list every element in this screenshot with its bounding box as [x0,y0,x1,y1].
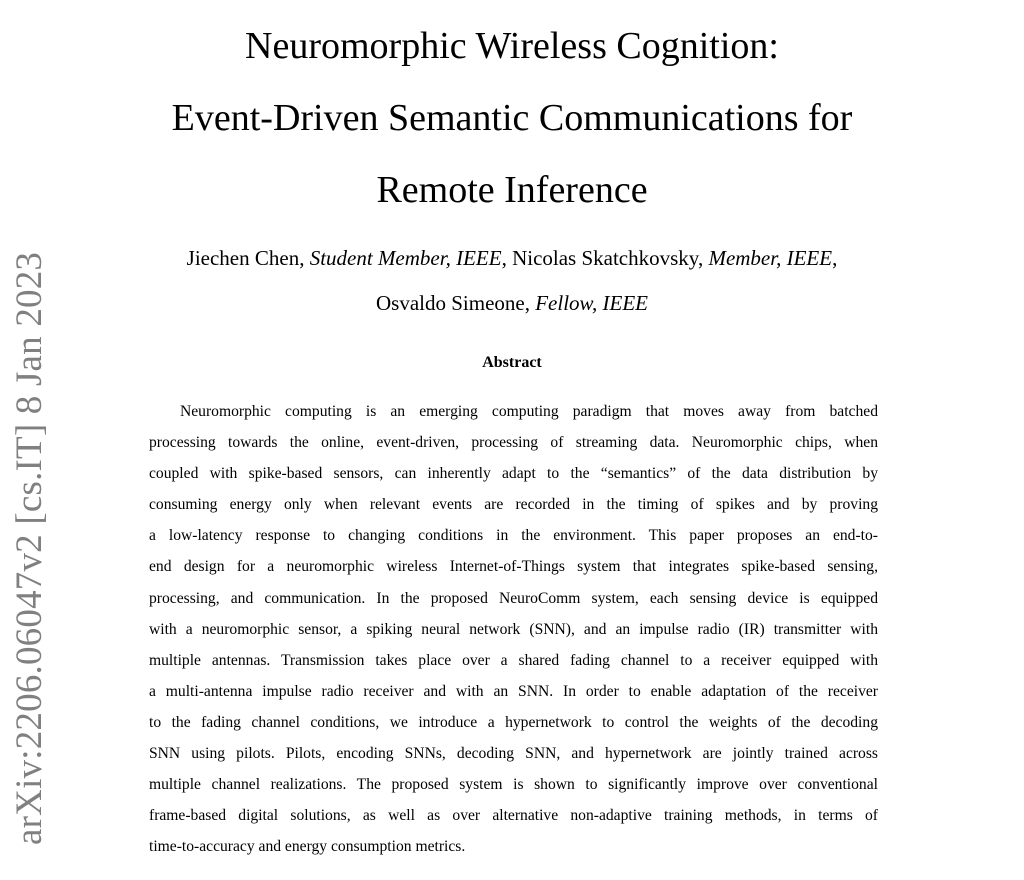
abstract-line: consuming energy only when relevant events are recorded in the timing of spikes and by proving [149,496,878,514]
author-3-role: Fellow, IEEE [535,291,648,315]
abstract-line: SNN using pilots. Pilots, encoding SNNs, decoding SNN, and hypernetwork are jointly trained across [149,745,878,763]
abstract-line: processing, and communication. In the proposed NeuroComm system, each sensing device is equipped [149,589,878,607]
abstract-body [149,396,878,862]
abstract-line: with a neuromorphic sensor, a spiking neural network (SNN), and an impulse radio (IR) transmitter with [149,620,878,638]
abstract-line: multiple antennas. Transmission takes place over a shared fading channel to a receiver equipped with [149,651,878,669]
abstract-line: end design for a neuromorphic wireless Internet-of-Things system that integrates spike-based sensing, [149,558,878,576]
paper-title [100,10,924,226]
abstract-line: Neuromorphic computing is an emerging computing paradigm that moves away from batched [180,403,878,420]
abstract-line: multiple channel realizations. The proposed system is shown to significantly improve over conventional [149,776,878,794]
abstract-line: frame-based digital solutions, as well as over alternative non-adaptive training methods, in terms of [149,807,878,825]
author-1-name: Jiechen Chen, [186,246,310,270]
title-line-1: Neuromorphic Wireless Cognition: [245,25,779,67]
author-2-role: Member, IEEE [708,246,833,270]
abstract-line: coupled with spike-based sensors, can inherently adapt to the “semantics” of the data distribution by [149,465,878,483]
title-line-2: Event-Driven Semantic Communications for [171,97,853,139]
author-2-name: , Nicolas Skatchkovsky, [501,246,709,270]
author-separator: , [832,246,838,270]
author-line-2 [100,281,924,326]
abstract-line: a multi-antenna impulse radio receiver and with an SNN. In order to enable adaptation of the receiver [149,682,878,700]
arxiv-identifier-stamp: arXiv:2206.06047v2 [cs.IT] 8 Jan 2023 [9,251,50,845]
author-1-role: Student Member, IEEE [309,246,502,270]
title-line-3: Remote Inference [376,169,648,211]
abstract-line: a low-latency response to changing conditions in the environment. This paper proposes an end-to- [149,527,878,545]
author-list [100,236,924,326]
author-line-1 [100,236,924,281]
abstract-heading: Abstract [482,354,542,371]
abstract-line: to the fading channel conditions, we introduce a hypernetwork to control the weights of the decoding [149,713,878,731]
abstract-line: time-to-accuracy and energy consumption metrics. [149,838,466,856]
author-3-name: Osvaldo Simeone, [376,291,536,315]
abstract-line: processing towards the online, event-driven, processing of streaming data. Neuromorphic chips, when [149,434,878,452]
